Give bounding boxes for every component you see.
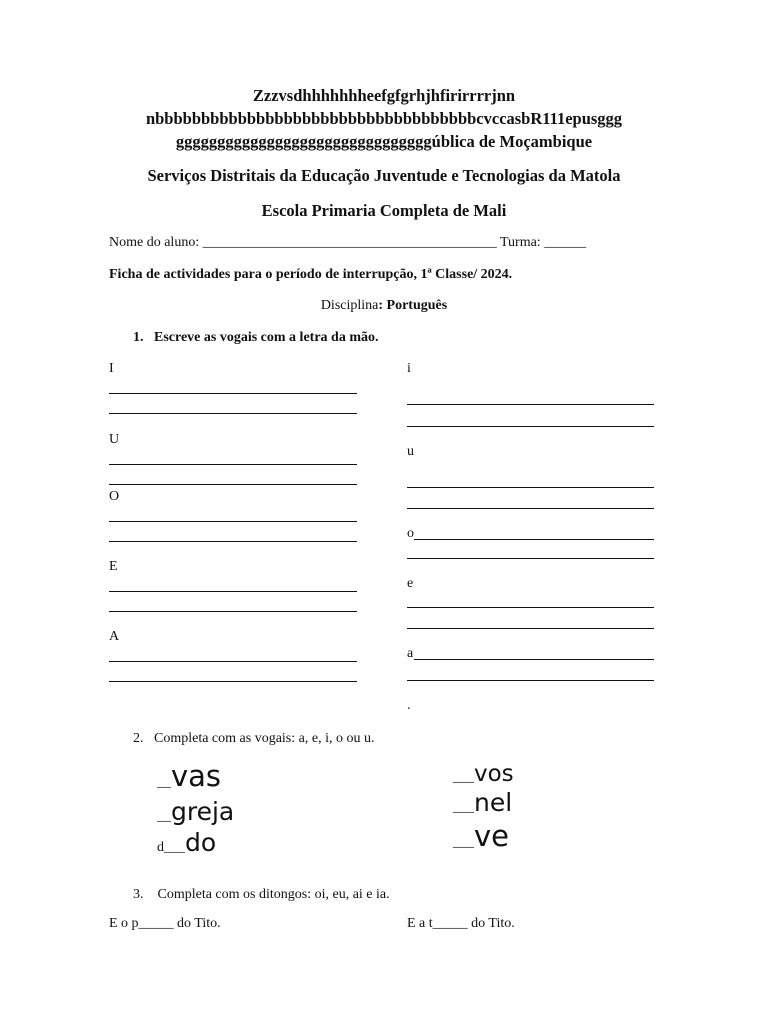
exercise-1-text: Escreve as vogais com a letra da mão. [154, 330, 379, 345]
writing-line [109, 393, 357, 394]
letter-o: o [407, 526, 414, 541]
word-part: vas [171, 759, 222, 793]
word-blank: __ [157, 809, 171, 824]
writing-line [414, 539, 654, 540]
class-blank: ______ [544, 235, 587, 250]
word-part: greja [171, 797, 235, 826]
fill-word-greja [157, 799, 234, 824]
word-blank: ___ [453, 770, 474, 785]
header-line-3: gggggggggggggggggggggggggggggggública de Moçambique [175, 132, 593, 151]
word-prefix: d [157, 840, 164, 855]
writing-line [407, 508, 654, 509]
writing-line [109, 484, 357, 485]
letter-e: e [407, 576, 414, 591]
word-part: vos [474, 761, 514, 787]
exercise-2-heading [133, 732, 374, 746]
letter-A: A [109, 629, 120, 644]
school-title: Escola Primaria Completa de Mali [261, 201, 507, 220]
writing-line [109, 661, 357, 662]
letter-U: U [109, 432, 120, 447]
letter-O: O [109, 489, 120, 504]
word-blank: ___ [164, 840, 185, 855]
letter-u: u [407, 444, 414, 459]
writing-line [109, 681, 357, 682]
writing-line [407, 607, 654, 608]
writing-line [109, 541, 357, 542]
writing-line [109, 521, 357, 522]
fill-word-vas [157, 759, 222, 793]
fill-word-ve [453, 819, 510, 853]
exercise-2-text: Completa com as vogais: a, e, i, o ou u. [154, 731, 375, 746]
end-mark: . [407, 698, 411, 713]
fill-word-nel [453, 790, 512, 815]
word-part: ve [474, 819, 510, 853]
writing-line [407, 680, 654, 681]
exercise-2-number: 2. [133, 731, 144, 746]
word-blank: __ [157, 775, 171, 790]
fill-word-vos [453, 763, 514, 786]
letter-a: a [407, 646, 414, 661]
writing-line [407, 404, 654, 405]
writing-line [109, 591, 357, 592]
name-label: Nome do aluno: [109, 235, 200, 250]
sheet-title: Ficha de actividades para o período de interrupção, 1ª Classe/ 2024. [109, 267, 513, 282]
exercise-3-number: 3. [133, 887, 144, 902]
student-line [109, 236, 586, 250]
letter-i: i [407, 361, 411, 376]
header-line-2: nbbbbbbbbbbbbbbbbbbbbbbbbbbbbbbbbbbbcvccasbR111epusggg [145, 109, 623, 128]
exercise-1-number: 1. [133, 330, 144, 345]
writing-line [407, 558, 654, 559]
writing-line [407, 426, 654, 427]
writing-line [109, 611, 357, 612]
word-blank: ___ [453, 800, 474, 815]
exercise-3-heading [133, 888, 390, 902]
exercise-3-text: Completa com os ditongos: oi, eu, ai e ia. [157, 887, 390, 902]
class-label: Turma: [499, 235, 541, 250]
fill-word-do [157, 830, 216, 855]
word-blank: ___ [453, 835, 474, 850]
name-blank: __________________________________________ [202, 235, 497, 250]
services-title: Serviços Distritais da Educação Juventude e Tecnologias da Matola [147, 166, 621, 185]
header-line-1: Zzzvsdhhhhhhheefgfgrhjhfirirrrrjnn [252, 86, 516, 105]
sentence-left: E o p_____ do Tito. [109, 916, 221, 931]
discipline-value: : Português [378, 298, 448, 313]
letter-E: E [109, 559, 118, 574]
writing-line [414, 659, 654, 660]
exercise-1-heading [133, 331, 378, 345]
word-part: do [185, 828, 217, 857]
writing-line [109, 413, 357, 414]
sentence-right: E a t_____ do Tito. [407, 916, 515, 931]
writing-line [407, 487, 654, 488]
writing-line [407, 628, 654, 629]
letter-I: I [109, 361, 114, 376]
word-part: nel [474, 788, 513, 817]
discipline-line [0, 299, 768, 313]
discipline-label: Disciplina [320, 298, 379, 313]
writing-line [109, 464, 357, 465]
